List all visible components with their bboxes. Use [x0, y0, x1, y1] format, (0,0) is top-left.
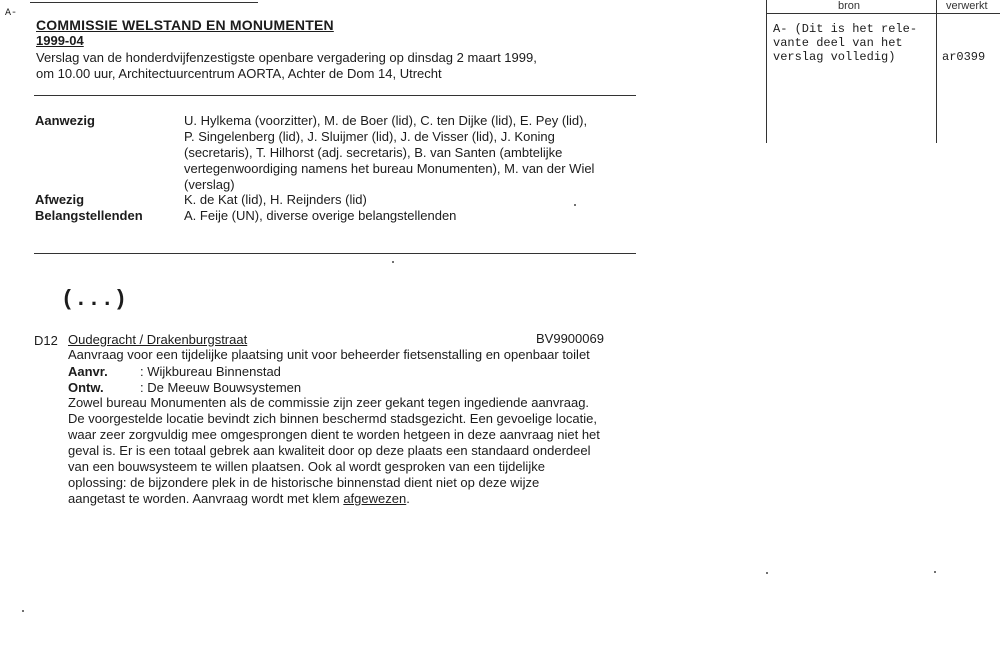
- present-list: [184, 113, 594, 193]
- item-number: D12: [34, 333, 58, 348]
- body-line: Zowel bureau Monumenten als de commissie zijn zeer gekant tegen ingediende aanvraag.: [68, 395, 590, 410]
- top-rule: [30, 2, 258, 3]
- scan-speck: [934, 571, 936, 573]
- body-line: van een bouwsysteem te willen plaatsen. Ook al wordt gesproken van een tijdelijke: [68, 459, 545, 474]
- source-line: vante deel van het: [773, 36, 903, 50]
- stakeholders-label: Belangstellenden: [35, 208, 143, 223]
- side-table-col-source: bron: [838, 0, 861, 12]
- source-line: verslag volledig): [773, 50, 896, 64]
- applicant-label: Aanvr.: [68, 364, 108, 379]
- designer-label: Ontw.: [68, 380, 104, 395]
- body-last-line-prefix: aangetast te worden. Aanvraag wordt met klem: [68, 491, 344, 506]
- absent-value: K. de Kat (lid), H. Reijnders (lid): [184, 192, 367, 207]
- applicant-value: : Wijkbureau Binnenstad: [140, 364, 281, 379]
- scan-speck: [22, 610, 24, 612]
- scan-speck: [574, 204, 576, 206]
- document-code: 1999-04: [36, 33, 84, 48]
- item-reference: BV9900069: [536, 331, 604, 346]
- body-line: oplossing: de bijzondere plek in de historische binnenstad dient niet op deze wijze: [68, 475, 540, 490]
- body-last-line-suffix: .: [406, 491, 410, 506]
- side-table-source: [773, 22, 917, 64]
- side-table-col-processed: verwerkt: [946, 0, 988, 12]
- verdict: afgewezen: [343, 491, 407, 506]
- item-title: Oudegracht / Drakenburgstraat: [68, 332, 248, 347]
- omission-marker: (...): [61, 287, 128, 312]
- present-line: U. Hylkema (voorzitter), M. de Boer (lid), C. ten Dijke (lid), E. Pey (lid),: [184, 113, 588, 128]
- corner-label: A-: [5, 8, 18, 19]
- divider-bottom: [34, 253, 636, 254]
- side-table-header-rule: [766, 13, 1000, 14]
- present-line: vertegenwoordiging namens het bureau Monumenten), M. van der Wiel: [184, 161, 595, 176]
- designer-value: : De Meeuw Bouwsystemen: [140, 380, 302, 395]
- body-line: waar zeer zorgvuldig mee omgesprongen dient te worden hetgeen in deze aanvraag niet het: [68, 427, 600, 442]
- side-table-divider: [936, 0, 937, 143]
- present-line: P. Singelenberg (lid), J. Sluijmer (lid), J. de Visser (lid), J. Koning: [184, 129, 555, 144]
- present-line: (secretaris), T. Hilhorst (adj. secretaris), B. van Santen (ambtelijke: [184, 145, 563, 160]
- divider-top: [34, 95, 636, 96]
- scan-speck: [766, 572, 768, 574]
- scan-speck: [392, 261, 394, 263]
- item-request: Aanvraag voor een tijdelijke plaatsing unit voor beheerder fietsenstalling en openbaar toilet: [68, 347, 590, 362]
- document-subtitle: [36, 50, 537, 82]
- source-line: A- (Dit is het rele-: [773, 22, 918, 36]
- body-line: De voorgestelde locatie bevindt zich binnen beschermd stadsgezicht. Een gevoelige locatie,: [68, 411, 597, 426]
- side-table-border-left: [766, 0, 767, 143]
- stakeholders-value: A. Feije (UN), diverse overige belangstellenden: [184, 208, 457, 223]
- subtitle-line: Verslag van de honderdvijfenzestigste openbare vergadering op dinsdag 2 maart 1999,: [36, 50, 537, 65]
- present-label: Aanwezig: [35, 113, 95, 128]
- present-line: (verslag): [184, 177, 235, 192]
- item-body: [68, 395, 600, 507]
- absent-label: Afwezig: [35, 192, 85, 207]
- body-line: geval is. Er is een totaal gebrek aan kwaliteit door op deze plaats een standaard onderdeel: [68, 443, 591, 458]
- subtitle-line: om 10.00 uur, Architectuurcentrum AORTA, Achter de Dom 14, Utrecht: [36, 66, 442, 81]
- document-title: COMMISSIE WELSTAND EN MONUMENTEN: [36, 17, 334, 33]
- side-table-processed: ar0399: [942, 50, 986, 64]
